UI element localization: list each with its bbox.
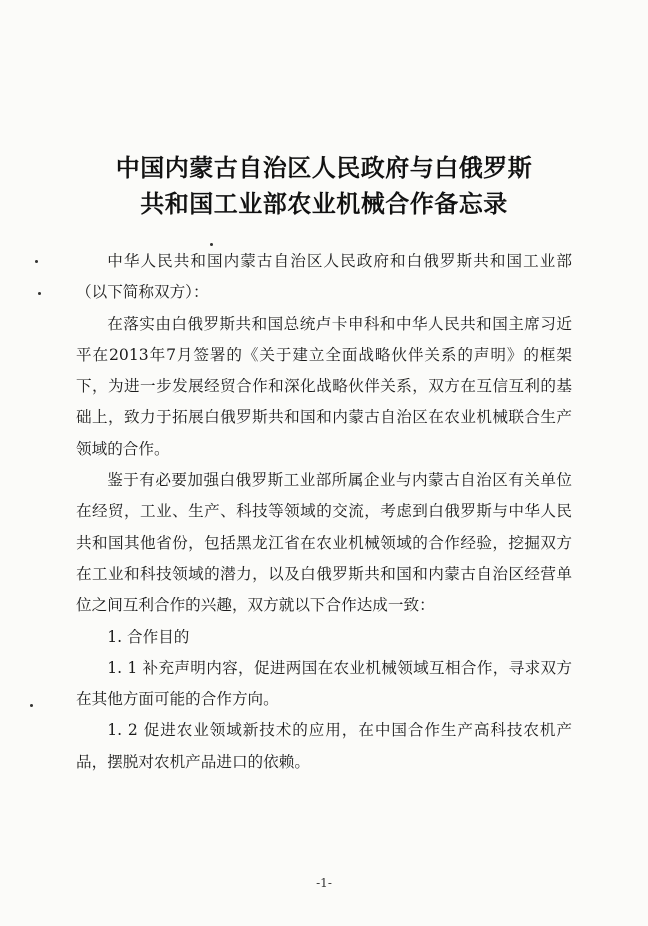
paragraph-salutation: 中华人民共和国内蒙古自治区人民政府和白俄罗斯共和国工业部（以下简称双方）：: [76, 252, 572, 302]
paragraph-background: 在落实由白俄罗斯共和国总统卢卡申科和中华人民共和国主席习近平在2013年7月签署的《关于建立全面战略伙伴关系的声明》的框架下，为进一步发展经贸合作和深化战略伙伴关系，双方在互信互利的基础上，致力于拓展白俄罗斯共和国和内蒙古自治区在农业机械联合生产领域的合作。: [76, 314, 572, 458]
section-heading-purpose: 1. 合作目的: [107, 627, 190, 646]
page-number: -1-: [316, 876, 332, 890]
document-title: [0, 150, 648, 222]
scan-speck: [30, 704, 33, 707]
title-line-1: 中国内蒙古自治区人民政府与白俄罗斯: [115, 153, 533, 182]
scan-speck: [35, 260, 38, 263]
clause-1-1: 1. 1 补充声明内容，促进两国在农业机械领域互相合作，寻求双方在其他方面可能的合作方向。: [76, 658, 572, 709]
document-body: [76, 246, 572, 778]
title-line-2: 共和国工业部农业机械合作备忘录: [140, 189, 508, 218]
paragraph-considerations: 鉴于有必要加强白俄罗斯工业部所属企业与内蒙古自治区有关单位在经贸，工业、生产、科技等领域的交流，考虑到白俄罗斯与中华人民共和国其他省份，包括黑龙江省在农业机械领域的合作经验，挖掘双方在工业和科技领域的潜力，以及白俄罗斯共和国和内蒙古自治区经营单位之间互利合作的兴趣，双方就以下合作达成一致：: [76, 471, 572, 615]
clause-1-2: 1. 2 促进农业领域新技术的应用，在中国合作生产高科技农机产品，摆脱对农机产品进口的依赖。: [76, 721, 572, 771]
scan-speck: [38, 292, 41, 295]
